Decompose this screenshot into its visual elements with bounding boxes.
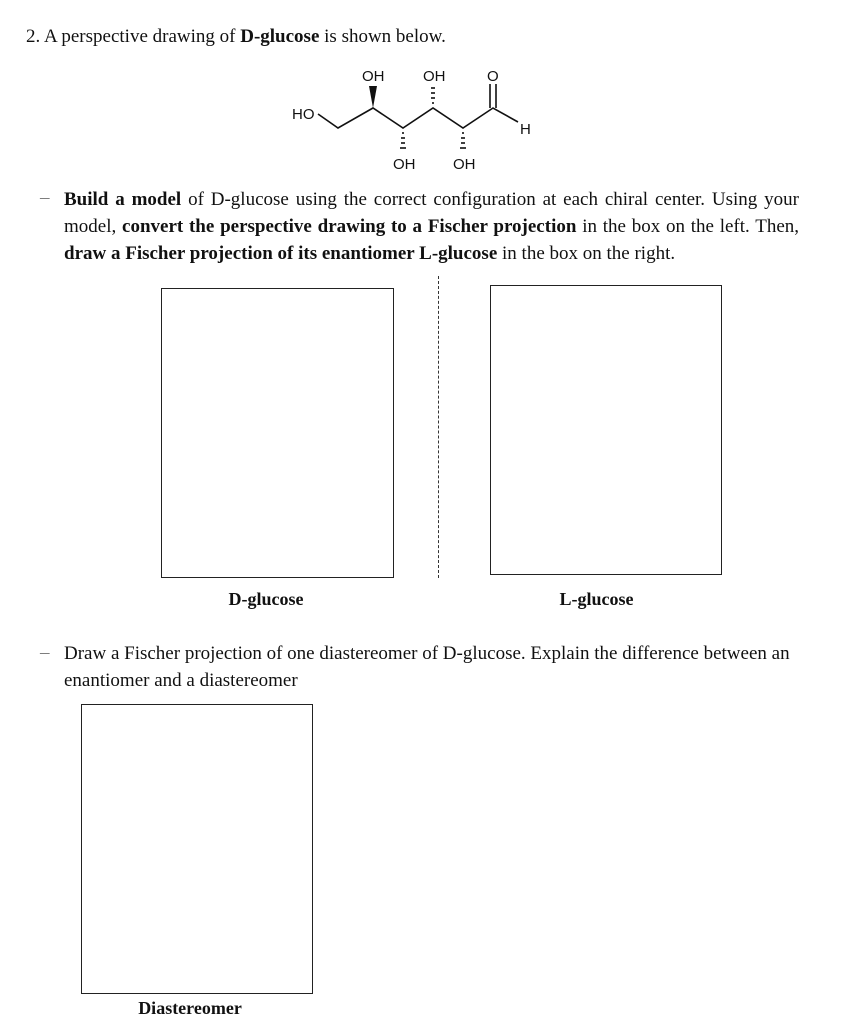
- oh-label-top-2: OH: [423, 68, 446, 85]
- instruction-paragraph-2: Draw a Fischer projection of one diastereomer of D-glucose. Explain the difference between an enantiomer and a diastereomer: [64, 643, 790, 691]
- d-glucose-caption: D-glucose: [228, 589, 304, 609]
- dashed-divider: [438, 276, 439, 578]
- question-text-bold: D-glucose: [240, 26, 320, 47]
- hashed-bond-c2: [460, 133, 466, 148]
- question-title: [26, 26, 446, 48]
- instruction-text-3: in the box on the right.: [497, 243, 676, 264]
- question-text-post: is shown below.: [319, 26, 446, 47]
- oh-label-top-1: OH: [362, 68, 385, 85]
- wedge-bond-c5: [369, 86, 377, 108]
- hashed-bond-c4: [400, 133, 406, 148]
- question-text-pre: A perspective drawing of: [43, 26, 241, 47]
- instruction-text-1: of D-glucose using the correct configuration at each chiral center. Using your model,: [64, 189, 799, 237]
- carbonyl-o-label: O: [487, 68, 499, 85]
- bullet-dash-2: –: [40, 642, 50, 663]
- carbon-backbone: [318, 108, 518, 128]
- diastereomer-caption: Diastereomer: [138, 998, 242, 1018]
- l-glucose-caption: L-glucose: [559, 589, 634, 609]
- instruction-paragraph-1: [64, 186, 799, 267]
- instruction-bold-2: convert the perspective drawing to a Fischer projection: [122, 216, 577, 237]
- bullet-dash-1: –: [40, 187, 50, 208]
- instruction-text-2: in the box on the left. Then,: [576, 216, 799, 237]
- ho-label: HO: [292, 106, 315, 123]
- instruction-bold-1: Build a model: [64, 189, 182, 210]
- oh-label-bottom-1: OH: [393, 156, 416, 173]
- hashed-bond-c3: [431, 88, 435, 103]
- instruction-bold-3: draw a Fischer projection of its enantiomer L-glucose: [64, 243, 498, 264]
- diastereomer-answer-box[interactable]: [81, 704, 313, 994]
- d-glucose-answer-box[interactable]: [161, 288, 394, 578]
- oh-label-bottom-2: OH: [453, 156, 476, 173]
- question-number: 2.: [26, 26, 41, 47]
- d-glucose-perspective-drawing: [280, 62, 560, 182]
- l-glucose-answer-box[interactable]: [490, 285, 722, 575]
- aldehyde-h-label: H: [520, 121, 531, 138]
